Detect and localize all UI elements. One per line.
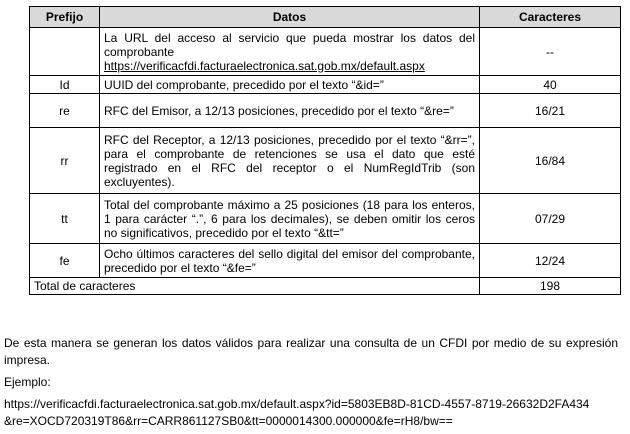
row-data-text: La URL del acceso al servicio que pueda mostrar los datos del comprobante xyxy=(104,30,475,59)
row-data: RFC del Receptor, a 12/13 posiciones, precedido por el texto “&rr=”, para el comprobante de retenciones se usa el dato que esté registrado en el RFC del receptor o el NumRegIdTrib (son excluyentes). xyxy=(100,128,480,194)
table-row xyxy=(30,76,621,94)
row-chars: 07/29 xyxy=(480,194,621,244)
table-row xyxy=(30,28,621,76)
row-data: RFC del Emisor, a 12/13 posiciones, precedido por el texto “&re=” xyxy=(100,94,480,128)
table-row xyxy=(30,244,621,278)
row-prefix: rr xyxy=(30,128,100,194)
row-data: Ocho últimos caracteres del sello digital del emisor del comprobante, precedido por el texto “&fe=” xyxy=(100,244,480,278)
row-chars: 12/24 xyxy=(480,244,621,278)
row-chars: 40 xyxy=(480,76,621,94)
total-value: 198 xyxy=(480,278,621,295)
table-total-row xyxy=(30,278,621,295)
row-prefix: tt xyxy=(30,194,100,244)
row-prefix: re xyxy=(30,94,100,128)
explanation-paragraph: De esta manera se generan los datos válidos para realizar una consulta de un CFDI por medio de su expresión impresa. xyxy=(4,336,618,367)
qr-data-table xyxy=(29,6,621,295)
table-header-row xyxy=(30,7,621,28)
header-data: Datos xyxy=(100,7,480,28)
row-data xyxy=(100,28,480,76)
table-row xyxy=(30,94,621,128)
row-prefix xyxy=(30,28,100,76)
row-data: Total del comprobante máximo a 25 posiciones (18 para los enteros, 1 para carácter “.”, 6 para los decimales), se deben omitir los ceros no significativos, precedido por el texto “&tt=” xyxy=(100,194,480,244)
header-prefix: Prefijo xyxy=(30,7,100,28)
sat-url-link[interactable]: https://verificacfdi.facturaelectronica.sat.gob.mx/default.aspx xyxy=(104,58,425,73)
table-row xyxy=(30,194,621,244)
row-prefix: Id xyxy=(30,76,100,94)
row-chars: 16/84 xyxy=(480,128,621,194)
row-chars: 16/21 xyxy=(480,94,621,128)
total-label: Total de caracteres xyxy=(30,278,480,295)
row-data: UUID del comprobante, precedido por el texto “&id=” xyxy=(100,76,480,94)
example-url: https://verificacfdi.facturaelectronica.sat.gob.mx/default.aspx?id=5803EB8D-81CD-4557-8719-26632D2FA434&re=XOCD720319T86&rr=CARR861127SB0&tt=0000014300.000000&fe=rH8/bw== xyxy=(4,397,590,428)
header-chars: Caracteres xyxy=(480,7,621,28)
row-prefix: fe xyxy=(30,244,100,278)
example-label: Ejemplo: xyxy=(4,375,51,389)
row-chars: -- xyxy=(480,28,621,76)
table-row xyxy=(30,128,621,194)
